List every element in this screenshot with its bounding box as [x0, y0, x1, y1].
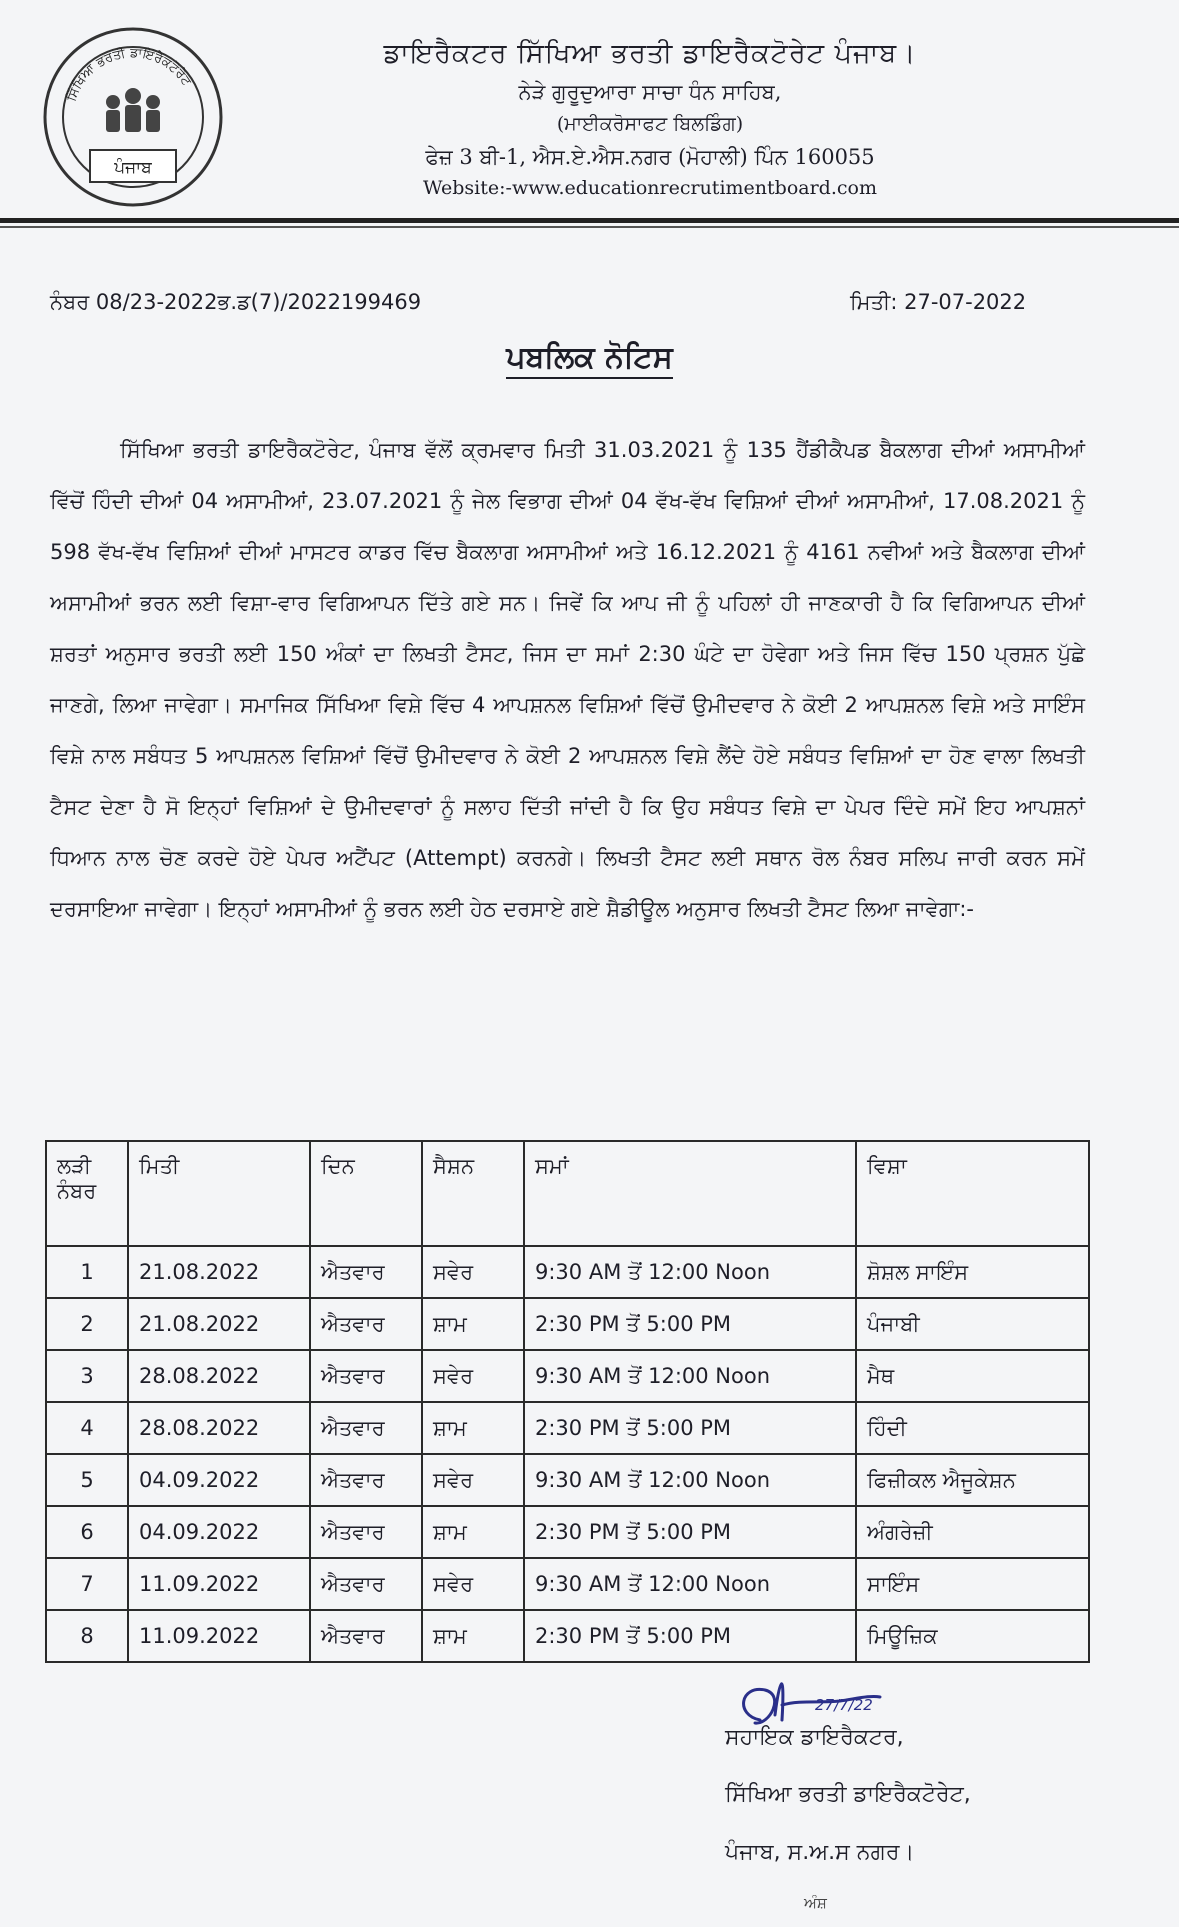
- website: Website:-www.educationrecrutimentboard.com: [423, 177, 877, 199]
- reference-number: ਨੰਬਰ 08/23-2022ਭ.ਡ(7)/2022199469: [50, 290, 422, 314]
- cell-session: ਸਵੇਰ: [422, 1558, 524, 1610]
- cell-day: ਐਤਵਾਰ: [310, 1298, 422, 1350]
- cell-time: 9:30 AM ਤੋਂ 12:00 Noon: [524, 1454, 856, 1506]
- header-divider-thin: [0, 226, 1179, 228]
- table-header-row: [46, 1141, 1089, 1246]
- notice-title: ਪਬਲਿਕ ਨੋਟਿਸ: [506, 340, 673, 379]
- exam-schedule-table: [45, 1140, 1090, 1663]
- cell-serial: 3: [46, 1350, 128, 1402]
- initial-text: ਅੰਸ਼: [804, 1894, 827, 1912]
- header-subject: ਵਿਸ਼ਾ: [856, 1141, 1089, 1246]
- reference-date: ਮਿਤੀ: 27-07-2022: [850, 290, 1027, 314]
- cell-date: 21.08.2022: [128, 1246, 310, 1298]
- cell-serial: 6: [46, 1506, 128, 1558]
- cell-date: 28.08.2022: [128, 1402, 310, 1454]
- header-divider: [0, 218, 1179, 223]
- header-session: ਸੈਸ਼ਨ: [422, 1141, 524, 1246]
- cell-date: 04.09.2022: [128, 1454, 310, 1506]
- table-row: [46, 1350, 1089, 1402]
- notice-title-wrap: [0, 340, 1179, 375]
- address-line-3: ਫੇਜ਼ 3 ਬੀ-1, ਐਸ.ਏ.ਐਸ.ਨਗਰ (ਮੋਹਾਲੀ) ਪਿੰਨ 160055: [425, 145, 875, 169]
- cell-time: 2:30 PM ਤੋਂ 5:00 PM: [524, 1506, 856, 1558]
- cell-subject: ਸ਼ੋਸ਼ਲ ਸਾਇੰਸ: [856, 1246, 1089, 1298]
- address-line-1: ਨੇੜੇ ਗੁਰੂਦੁਆਰਾ ਸਾਚਾ ਧੰਨ ਸਾਹਿਬ,: [518, 80, 782, 104]
- cell-day: ਐਤਵਾਰ: [310, 1350, 422, 1402]
- cell-serial: 5: [46, 1454, 128, 1506]
- header-day: ਦਿਨ: [310, 1141, 422, 1246]
- cell-session: ਸ਼ਾਮ: [422, 1402, 524, 1454]
- signature-date: 27/7/22: [815, 1696, 873, 1714]
- cell-date: 28.08.2022: [128, 1350, 310, 1402]
- signatory-office: ਸਿੱਖਿਆ ਭਰਤੀ ਡਾਇਰੈਕਟੋਰੇਟ,: [725, 1782, 971, 1807]
- cell-time: 2:30 PM ਤੋਂ 5:00 PM: [524, 1610, 856, 1662]
- cell-date: 04.09.2022: [128, 1506, 310, 1558]
- department-logo: [38, 22, 228, 212]
- cell-day: ਐਤਵਾਰ: [310, 1246, 422, 1298]
- cell-session: ਸ਼ਾਮ: [422, 1610, 524, 1662]
- cell-subject: ਫਿਜ਼ੀਕਲ ਐਜੂਕੇਸ਼ਨ: [856, 1454, 1089, 1506]
- header-date: ਮਿਤੀ: [128, 1141, 310, 1246]
- header-time: ਸਮਾਂ: [524, 1141, 856, 1246]
- cell-subject: ਮੈਥ: [856, 1350, 1089, 1402]
- table-row: [46, 1506, 1089, 1558]
- cell-session: ਸਵੇਰ: [422, 1350, 524, 1402]
- cell-subject: ਪੰਜਾਬੀ: [856, 1298, 1089, 1350]
- cell-date: 11.09.2022: [128, 1558, 310, 1610]
- table-row: [46, 1558, 1089, 1610]
- cell-day: ਐਤਵਾਰ: [310, 1506, 422, 1558]
- cell-time: 9:30 AM ਤੋਂ 12:00 Noon: [524, 1558, 856, 1610]
- initial-mark: [800, 1890, 860, 1915]
- cell-session: ਸਵੇਰ: [422, 1246, 524, 1298]
- signatory-title: ਸਹਾਇਕ ਡਾਇਰੈਕਟਰ,: [725, 1725, 904, 1750]
- cell-serial: 2: [46, 1298, 128, 1350]
- cell-subject: ਸਾਇੰਸ: [856, 1558, 1089, 1610]
- table-row: [46, 1610, 1089, 1662]
- cell-session: ਸ਼ਾਮ: [422, 1506, 524, 1558]
- address-line-2: (ਮਾਈਕਰੋਸਾਫਟ ਬਿਲਡਿੰਗ): [556, 113, 744, 135]
- signatory-location: ਪੰਜਾਬ, ਸ.ਅ.ਸ ਨਗਰ।: [725, 1840, 915, 1865]
- table-row: [46, 1454, 1089, 1506]
- cell-session: ਸ਼ਾਮ: [422, 1298, 524, 1350]
- cell-day: ਐਤਵਾਰ: [310, 1558, 422, 1610]
- cell-subject: ਹਿੰਦੀ: [856, 1402, 1089, 1454]
- cell-subject: ਮਿਊਜ਼ਿਕ: [856, 1610, 1089, 1662]
- notice-body: ਸਿੱਖਿਆ ਭਰਤੀ ਡਾਇਰੈਕਟੋਰੇਟ, ਪੰਜਾਬ ਵੱਲੋਂ ਕ੍ਰਮਵਾਰ ਮਿਤੀ 31.03.2021 ਨੂੰ 135 ਹੈਂਡੀਕੈਪਡ ਬੈਕਲਾਗ ਦੀਆਂ ਅਸਾਮੀਆਂ ਵਿੱਚੋਂ ਹਿੰਦੀ ਦੀਆਂ 04 ਅਸਾਮੀਆਂ, 23.07.2021 ਨੂੰ ਜੇਲ ਵਿਭਾਗ ਦੀਆਂ 04 ਵੱਖ-ਵੱਖ ਵਿਸ਼ਿਆਂ ਦੀਆਂ ਅਸਾਮੀਆਂ, 17.08.2021 ਨੂੰ 598 ਵੱਖ-ਵੱਖ ਵਿਸ਼ਿਆਂ ਦੀਆਂ ਮਾਸਟਰ ਕਾਡਰ ਵਿੱਚ ਬੈਕਲਾਗ ਅਸਾਮੀਆਂ ਅਤੇ 16.12.2021 ਨੂੰ 4161 ਨਵੀਆਂ ਅਤੇ ਬੈਕਲਾਗ ਦੀਆਂ ਅਸਾਮੀਆਂ ਭਰਨ ਲਈ ਵਿਸ਼ਾ-ਵਾਰ ਵਿਗਿਆਪਨ ਦਿੱਤੇ ਗਏ ਸਨ। ਜਿਵੇਂ ਕਿ ਆਪ ਜੀ ਨੂੰ ਪਹਿਲਾਂ ਹੀ ਜਾਣਕਾਰੀ ਹੈ ਕਿ ਵਿਗਿਆਪਨ ਦੀਆਂ ਸ਼ਰਤਾਂ ਅਨੁਸਾਰ ਭਰਤੀ ਲਈ 150 ਅੰਕਾਂ ਦਾ ਲਿਖਤੀ ਟੈਸਟ, ਜਿਸ ਦਾ ਸਮਾਂ 2:30 ਘੰਟੇ ਦਾ ਹੋਵੇਗਾ ਅਤੇ ਜਿਸ ਵਿੱਚ 150 ਪ੍ਰਸ਼ਨ ਪੁੱਛੇ ਜਾਣਗੇ, ਲਿਆ ਜਾਵੇਗਾ। ਸਮਾਜਿਕ ਸਿੱਖਿਆ ਵਿਸ਼ੇ ਵਿੱਚ 4 ਆਪਸ਼ਨਲ ਵਿਸ਼ਿਆਂ ਵਿੱਚੋਂ ਉਮੀਦਵਾਰ ਨੇ ਕੋਈ 2 ਆਪਸ਼ਨਲ ਵਿਸ਼ੇ ਅਤੇ ਸਾਇੰਸ ਵਿਸ਼ੇ ਨਾਲ ਸਬੰਧਤ 5 ਆਪਸ਼ਨਲ ਵਿਸ਼ਿਆਂ ਵਿੱਚੋਂ ਉਮੀਦਵਾਰ ਨੇ ਕੋਈ 2 ਆਪਸ਼ਨਲ ਵਿਸ਼ੇ ਲੈਂਦੇ ਹੋਏ ਸਬੰਧਤ ਵਿਸ਼ਿਆਂ ਦਾ ਹੋਣ ਵਾਲਾ ਲਿਖਤੀ ਟੈਸਟ ਦੇਣਾ ਹੈ ਸੋ ਇਨ੍ਹਾਂ ਵਿਸ਼ਿਆਂ ਦੇ ਉਮੀਦਵਾਰਾਂ ਨੂੰ ਸਲਾਹ ਦਿੱਤੀ ਜਾਂਦੀ ਹੈ ਕਿ ਉਹ ਸਬੰਧਤ ਵਿਸ਼ੇ ਦਾ ਪੇਪਰ ਦਿੰਦੇ ਸਮੇਂ ਇਹ ਆਪਸ਼ਨਾਂ ਧਿਆਨ ਨਾਲ ਚੋਣ ਕਰਦੇ ਹੋਏ ਪੇਪਰ ਅਟੈਂਪਟ (Attempt) ਕਰਨਗੇ। ਲਿਖਤੀ ਟੈਸਟ ਲਈ ਸਥਾਨ ਰੋਲ ਨੰਬਰ ਸਲਿਪ ਜਾਰੀ ਕਰਨ ਸਮੇਂ ਦਰਸਾਇਆ ਜਾਵੇਗਾ। ਇਨ੍ਹਾਂ ਅਸਾਮੀਆਂ ਨੂੰ ਭਰਨ ਲਈ ਹੇਠ ਦਰਸਾਏ ਗਏ ਸ਼ੈਡੀਊਲ ਅਨੁਸਾਰ ਲਿਖਤੀ ਟੈਸਟ ਲਿਆ ਜਾਵੇਗਾ:-: [50, 438, 1085, 921]
- cell-time: 2:30 PM ਤੋਂ 5:00 PM: [524, 1298, 856, 1350]
- logo-top-text: ਸਿੱਖਿਆ ਭਰਤੀ ਡਾਇਰੈਕਟੋਰੇਟ: [64, 45, 194, 104]
- table-row: [46, 1298, 1089, 1350]
- cell-day: ਐਤਵਾਰ: [310, 1402, 422, 1454]
- cell-day: ਐਤਵਾਰ: [310, 1454, 422, 1506]
- cell-serial: 7: [46, 1558, 128, 1610]
- org-name: ਡਾਇਰੈਕਟਰ ਸਿੱਖਿਆ ਭਰਤੀ ਡਾਇਰੈਕਟੋਰੇਟ ਪੰਜਾਬ।: [383, 38, 917, 69]
- cell-serial: 4: [46, 1402, 128, 1454]
- cell-time: 2:30 PM ਤੋਂ 5:00 PM: [524, 1402, 856, 1454]
- cell-serial: 1: [46, 1246, 128, 1298]
- cell-time: 9:30 AM ਤੋਂ 12:00 Noon: [524, 1246, 856, 1298]
- logo-bottom-text: ਪੰਜਾਬ: [114, 158, 152, 178]
- table-row: [46, 1402, 1089, 1454]
- cell-time: 9:30 AM ਤੋਂ 12:00 Noon: [524, 1350, 856, 1402]
- cell-session: ਸਵੇਰ: [422, 1454, 524, 1506]
- table-row: [46, 1246, 1089, 1298]
- cell-day: ਐਤਵਾਰ: [310, 1610, 422, 1662]
- cell-serial: 8: [46, 1610, 128, 1662]
- cell-date: 11.09.2022: [128, 1610, 310, 1662]
- cell-subject: ਅੰਗਰੇਜ਼ੀ: [856, 1506, 1089, 1558]
- cell-date: 21.08.2022: [128, 1298, 310, 1350]
- header-serial: ਲੜੀ ਨੰਬਰ: [46, 1141, 128, 1246]
